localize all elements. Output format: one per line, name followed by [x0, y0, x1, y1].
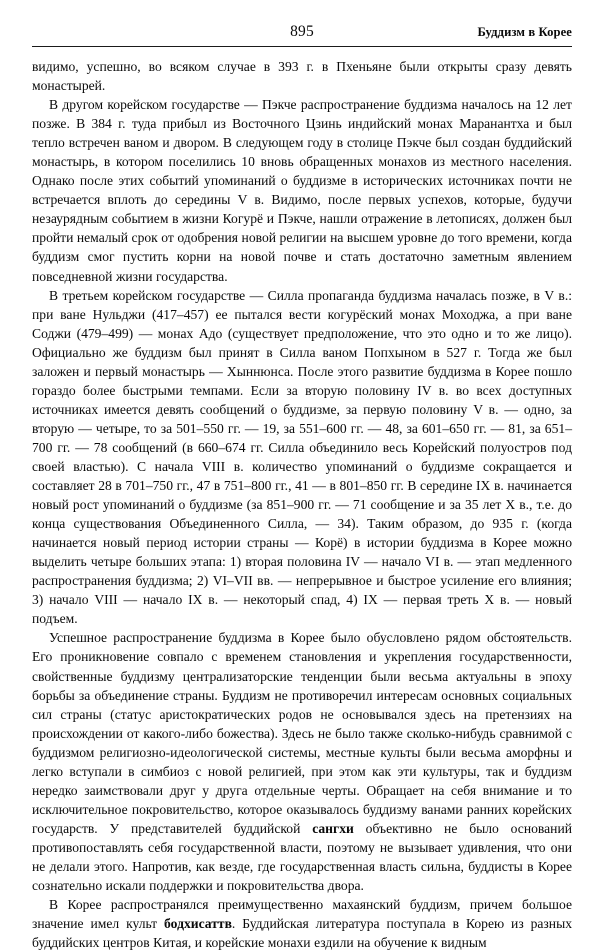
running-head: [32, 22, 572, 46]
text-run: Успешное распространение буддизма в Корее было обусловлено рядом обстоятельств. Его проникновение совпало с временем становления и укрепления государственности, свойственные буддизму централизаторские тенденции были весьма актуальны в эпоху борьбы за объединение страны. Буддизм не противоречил интересам основных социальных сил страны (статус аристократических родов не основывался здесь на претензиях на происхождении от какого-либо божества). Здесь не было также сколько-нибудь сравнимой с буддизмом религиозно-идеологической системы, местные культы были весьма аморфны и легко вступали в симбиоз с новой религией, при этом как эти культуры, так и буддизм нередко заимствовали друг у друга отдельные черты. Обращает на себя внимание и то исключительное покровительство, которое оказывалось буддизму ванами ранних корейских государств. У представителей буддийской: [32, 630, 572, 836]
text-column: [32, 57, 572, 952]
text-run: В другом корейском государстве — Пэкче распространение буддизма началось на 12 лет позже. В 384 г. туда прибыл из Восточного Цзинь индийский монах Маранантха и был тепло встречен ваном и двором. В следующем году в столице Пэкче был создан буддийский монастырь, в котором поселились 10 вновь обращенных монахов из местного населения. Однако после этих событий упоминаний о буддизме в исторических источниках почти не встречается вплоть до середины V в. Видимо, после первых успехов, которые, будучи незаурядным событием в жизни Когурё и Пэкче, нашли отражение в летописях, должен был пройти немалый срок от одобрения новой религии на высшем уровне до того времени, когда буддизм смог пустить корни на новой почве и стать достаточно заметным явлением повседневной жизни государства.: [32, 97, 572, 284]
paragraph: [32, 895, 572, 952]
text-run: объективно не было оснований противопоставлять себя государственной власти, поэтому не вызывает удивления, что они не делали этого. Напротив, как везде, где государственная власть сильна, буддисты в Корее сознательно искали поддержки и покровительства двора.: [32, 820, 573, 894]
running-head-title: Буддизм в Корее: [477, 25, 572, 39]
paragraph: [32, 286, 572, 629]
text-run: В Корее распространялся преимущественно махаянский буддизм, причем большое значение имел культ: [32, 897, 572, 932]
text-run: видимо, успешно, во всяком случае в 393 г. в Пхеньяне были открыты сразу девять монастырей.: [32, 59, 572, 94]
emphasis-term: сангхи: [312, 820, 354, 836]
emphasis-term: бодхисаттв: [164, 916, 232, 932]
text-run: В третьем корейском государстве — Силла пропаганда буддизма началась позже, в V в.: при ване Нульджи (417–457) ее пытался вести когурёский монах Моходжа, а при ване Соджи (479–499) — монах Адо (существует предположение, что это одно и то же лицо). Официально же буддизм был принят в Силла ваном Попхыном в 527 г. Тогда же был заложен и первый монастырь — Хыннюнса. После этого развитие буддизма в Корее пошло гораздо более быстрыми темпами. Если за вторую половину IV в. во всех доступных источниках имеется девять сообщений о буддизме, за первую половину V в. — одно, за вторую — четыре, то за 501–550 гг. — 19, за 551–600 гг. — 48, за 601–650 гг. — 81, за 651–700 гг. — 78 сообщений (в 660–674 гг. Силла объединило весь Корейский полуостров под своей властью). С начала VIII в. количество упоминаний о буддизме сокращается и составляет 28 в 701–750 гг., 47 в 751–800 гг., 41 — в 801–850 гг. В середине IX в. начинается новый рост упоминаний о буддизме (за 851–900 гг. — 71 сообщение и за 35 лет X в., т.е. до конца существования Объединенного Силла, — 34). Таким образом, до 935 г. (когда начинается новый период истории страны — Корё) в истории буддизма в Корее можно выделить четыре больших этапа: 1) вторая половина IV — начало VI в. — этап медленного распространения буддизма; 2) VI–VII вв. — непрерывное и быстрое усиление его влияния; 3) начало VIII — начало IX в. — некоторый спад, 4) IX — первая треть X в. — новый подъем.: [32, 287, 572, 627]
paragraph: [32, 57, 572, 95]
page-number: 895: [290, 23, 314, 40]
header-rule: [32, 46, 572, 47]
paragraph: [32, 628, 572, 895]
paragraph: [32, 95, 572, 285]
text-run: . Буддийская литература поступала в Корею из разных буддийских центров Китая, и корейские монахи ездили на обучение к видным: [32, 916, 573, 951]
